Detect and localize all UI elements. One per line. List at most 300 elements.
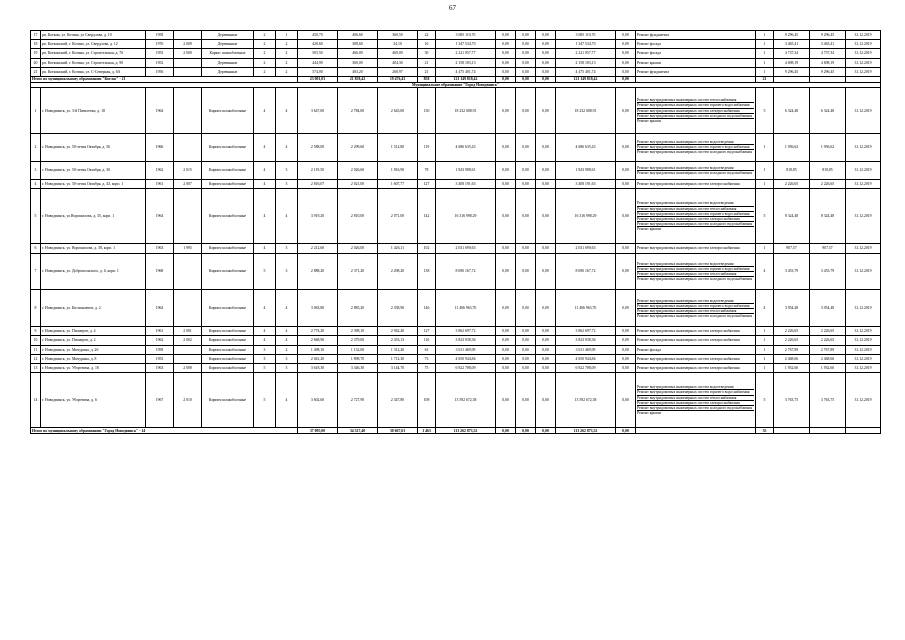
- cell-cost: 4 650 944,84: [436, 354, 496, 363]
- cell-a3: 1 607,77: [378, 180, 418, 189]
- cell-a1: 1 498,10: [298, 345, 338, 354]
- cell-y1: 1961: [146, 180, 174, 189]
- cell-a3: 2 298,20: [378, 253, 418, 290]
- cell-a2: 2 379,00: [338, 336, 378, 345]
- cell-z1: 0,00: [496, 327, 516, 336]
- cell-m: 3 465,41: [810, 40, 846, 49]
- cell-z2: 0,00: [516, 189, 536, 244]
- cell-m: 6 324,48: [810, 88, 846, 134]
- cell-d: 31.12.2019: [846, 290, 881, 327]
- cell-addr: г. Новодвинск, ул. Пионеров, д. 4: [41, 327, 146, 336]
- work-item: Ремонт внутридомовых инженерных систем холодного водоснабжения: [637, 113, 753, 118]
- cell-a1: 3 919,20: [298, 189, 338, 244]
- cell-z3: 0,00: [536, 327, 556, 336]
- cell-d: 31.12.2019: [846, 336, 881, 345]
- cell-n: 3: [31, 161, 41, 179]
- cell-mat: Кирпич шлакоблочные: [202, 180, 254, 189]
- cell-a2: 2 784,00: [338, 88, 378, 134]
- cell-q: 1: [756, 354, 774, 363]
- cell-z2: 0,00: [516, 58, 536, 67]
- cell-p: 102: [418, 244, 436, 253]
- cell-u: 907,57: [774, 244, 810, 253]
- cell-tot: 3 862 697,72: [556, 327, 616, 336]
- cell-addr: г. Новодвинск, ул. 50-летия Октября, д. 30: [41, 161, 146, 179]
- cell-y2: [174, 88, 202, 134]
- cell-n: 13: [31, 364, 41, 373]
- cell-m: 8 324,48: [810, 189, 846, 244]
- cell-mat: Кирпич шлакоблочные: [202, 290, 254, 327]
- table-row: [31, 373, 881, 428]
- cell-z2: 0,00: [516, 364, 536, 373]
- cell-mat: Кирпич шлакоблочные: [202, 161, 254, 179]
- work-item: Ремонт внутридомовых инженерных систем горячего водоснабжения: [637, 390, 754, 395]
- cell-cost: 3 408 191,63: [436, 180, 496, 189]
- cell-q: 4: [756, 253, 774, 290]
- cell-y2: 2 009: [174, 40, 202, 49]
- table-row: [31, 290, 881, 327]
- cell-empty: [810, 428, 846, 434]
- cell-n: 4: [31, 180, 41, 189]
- table-row: [31, 354, 881, 363]
- cell-a2: 2 398,10: [338, 327, 378, 336]
- cell-a1: 2 041,20: [298, 354, 338, 363]
- cell-a2: 466,00: [338, 49, 378, 58]
- work-item: Ремонт внутридомовых инженерных систем электроснабжения: [637, 246, 740, 251]
- cell-m: 1 932,60: [810, 364, 846, 373]
- cell-p: 142: [418, 189, 436, 244]
- cell-m: 1 956,62: [810, 134, 846, 162]
- cell-addr: рп. Коткинский, г. Котина, ул. Строительная, д. 76: [41, 49, 146, 58]
- cell-works: [636, 31, 756, 40]
- work-item: Ремонт внутридомовых инженерных систем холодного водоснабжения: [637, 405, 753, 410]
- cell-tot: 16 316 998,29: [556, 189, 616, 244]
- total-label: Итого по муниципальному образованию "Котлас" - 21: [31, 76, 298, 82]
- cell-en: 4: [276, 290, 298, 327]
- work-item: Ремонт внутридомовых инженерных систем теплоснабжения: [637, 272, 754, 277]
- cell-z1: 0,00: [496, 161, 516, 179]
- cell-z4: 0,00: [616, 373, 636, 428]
- cell-a1: 23 001,03: [298, 76, 338, 82]
- work-item: Ремонт внутридомовых инженерных систем электроснабжения: [637, 356, 740, 361]
- cell-z3: 0,00: [536, 161, 556, 179]
- cell-fl: 5: [254, 373, 276, 428]
- cell-m: 907,57: [810, 244, 846, 253]
- table-row: [31, 327, 881, 336]
- cell-z4: 0,00: [616, 364, 636, 373]
- work-item: Ремонт внутридомовых инженерных систем холодного водоснабжения: [637, 277, 753, 282]
- cell-y1: 1964: [146, 189, 174, 244]
- work-item: Ремонт фундамента: [637, 69, 670, 74]
- cell-mat: Кирпич шлакоблочные: [202, 336, 254, 345]
- cell-d: 31.12.2019: [846, 244, 881, 253]
- cell-mat: Кирпич шлакоблочные: [202, 354, 254, 363]
- cell-y2: [174, 345, 202, 354]
- cell-z3: 0,00: [536, 364, 556, 373]
- cell-y2: 2 000: [174, 49, 202, 58]
- cell-works: [636, 354, 756, 363]
- cell-y1: 1968: [146, 253, 174, 290]
- cell-z1: 0,00: [496, 40, 516, 49]
- cell-z2: 0,00: [516, 67, 536, 76]
- cell-q: 5: [756, 189, 774, 244]
- cell-mat: Кирпич шлакоблочные: [202, 244, 254, 253]
- cell-en: 3: [276, 253, 298, 290]
- cell-n: 17: [31, 31, 41, 40]
- cell-z2: 0,00: [516, 253, 536, 290]
- table-row: [31, 253, 881, 290]
- cell-a2: 2 810,00: [338, 189, 378, 244]
- work-item: Ремонт внутридомовых инженерных систем водоотведения: [637, 166, 754, 171]
- cell-z2: 0,00: [516, 345, 536, 354]
- cell-y2: [174, 290, 202, 327]
- cell-fl: 4: [254, 189, 276, 244]
- cell-a3: 2 942,40: [378, 327, 418, 336]
- cell-d: 31.12.2019: [846, 49, 881, 58]
- cell-works: [636, 49, 756, 58]
- cell-u: 3 954,48: [774, 290, 810, 327]
- cell-z4: 0,00: [616, 327, 636, 336]
- cell-z3: 0,00: [536, 76, 556, 82]
- cell-a2: 3 346,30: [338, 364, 378, 373]
- cell-z4: 0,00: [616, 180, 636, 189]
- cell-addr: рп. Коткинский, г. Котина, ул. Строительная, д. 90: [41, 58, 146, 67]
- cell-en: 3: [276, 244, 298, 253]
- cell-tot: 1 843 988,61: [556, 161, 616, 179]
- work-item: Ремонт внутридомовых инженерных систем электроснабжения: [637, 329, 740, 334]
- cell-a1: 2 212,60: [298, 244, 338, 253]
- cell-n: 1: [31, 88, 41, 134]
- cell-z4: 0,00: [616, 40, 636, 49]
- cell-m: 9 296,45: [810, 67, 846, 76]
- cell-y1: 1963: [146, 244, 174, 253]
- cell-y1: 1961: [146, 327, 174, 336]
- section-header: Муниципальное образование "Город Новодвинск": [31, 82, 881, 87]
- cell-n: 10: [31, 336, 41, 345]
- cell-cost: 121 149 818,42: [436, 76, 496, 82]
- work-item: Ремонт внутридомовых инженерных систем теплоснабжения: [637, 207, 754, 212]
- cell-a1: 3 618,30: [298, 364, 338, 373]
- cell-y2: [174, 189, 202, 244]
- cell-fl: 4: [254, 290, 276, 327]
- cell-n: 7: [31, 253, 41, 290]
- cell-z1: 0,00: [496, 364, 516, 373]
- cell-z4: 0,00: [616, 244, 636, 253]
- cell-y1: 1956: [146, 67, 174, 76]
- cell-z4: 0,00: [616, 134, 636, 162]
- total-row: [31, 428, 881, 434]
- cell-a2: 406,60: [338, 31, 378, 40]
- table-row: [31, 58, 881, 67]
- register-body: [31, 31, 881, 434]
- cell-z3: 0,00: [536, 253, 556, 290]
- cell-addr: г. Новодвинск, ул. Уборевича, д. 18: [41, 364, 146, 373]
- cell-tot: 3 685 110,70: [556, 31, 616, 40]
- cell-cost: 13 592 672,38: [436, 373, 496, 428]
- cell-q: 1: [756, 364, 774, 373]
- work-item: Ремонт крыши: [637, 227, 661, 232]
- cell-cost: 3 862 697,72: [436, 327, 496, 336]
- cell-u: 3 763,75: [774, 373, 810, 428]
- cell-p: 116: [418, 336, 436, 345]
- cell-en: 3: [276, 180, 298, 189]
- cell-a3: 404,30: [378, 58, 418, 67]
- cell-en: 3: [276, 354, 298, 363]
- cell-p: 146: [418, 290, 436, 327]
- cell-a2: 2 885,20: [338, 290, 378, 327]
- cell-en: 2: [276, 40, 298, 49]
- cell-addr: г. Новодвинск, ул. Ворошилова, д. 38, корп. 1: [41, 244, 146, 253]
- cell-addr: г. Новодвинск, ул. 3-й Пятилетки, д. 18: [41, 88, 146, 134]
- cell-a1: 2 816,07: [298, 180, 338, 189]
- cell-en: 2: [276, 58, 298, 67]
- cell-a1: 2 888,20: [298, 253, 338, 290]
- cell-fl: 4: [254, 336, 276, 345]
- work-item: Ремонт внутридомовых инженерных систем горячего водоснабжения: [637, 304, 754, 309]
- cell-en: 2: [276, 345, 298, 354]
- cell-addr: г. Новодвинск, ул. 50-летия Октября, д. 43, корп. 1: [41, 180, 146, 189]
- cell-a2: 2 021,00: [338, 180, 378, 189]
- cell-d: 31.12.2019: [846, 134, 881, 162]
- cell-a1: 37 095,00: [298, 428, 338, 434]
- cell-m: 3 763,75: [810, 373, 846, 428]
- cell-y1: 1962: [146, 336, 174, 345]
- cell-d: 31.12.2019: [846, 354, 881, 363]
- cell-n: 8: [31, 290, 41, 327]
- cell-y1: 1964: [146, 88, 174, 134]
- cell-u: 4 737,34: [774, 49, 810, 58]
- cell-a3: 34,10: [378, 40, 418, 49]
- cell-mat: Кирпич шлакоблочные: [202, 327, 254, 336]
- cell-a1: 505,50: [298, 49, 338, 58]
- cell-tot: 4 650 944,84: [556, 354, 616, 363]
- cell-p: 78: [418, 161, 436, 179]
- cell-addr: рп. Коткинский, г. Котина, ул. С-Северная, д. 6А: [41, 67, 146, 76]
- cell-z3: 0,00: [536, 336, 556, 345]
- cell-z2: 0,00: [516, 327, 536, 336]
- cell-fl: 2: [254, 49, 276, 58]
- cell-z4: 0,00: [616, 336, 636, 345]
- cell-tot: 113 262 873,52: [556, 428, 616, 434]
- cell-a3: 30 667,63: [378, 428, 418, 434]
- cell-z4: 0,00: [616, 345, 636, 354]
- table-row: [31, 49, 881, 58]
- cell-q: 4: [756, 290, 774, 327]
- cell-n: 6: [31, 244, 41, 253]
- cell-m: 9 296,45: [810, 31, 846, 40]
- cell-cost: 1 347 534,70: [436, 40, 496, 49]
- cell-z2: 0,00: [516, 373, 536, 428]
- cell-mat: Кирпич шлакоблочные: [202, 364, 254, 373]
- work-item: Ремонт внутридомовых инженерных систем водоотведения: [637, 262, 754, 267]
- cell-cost: 4 475 401,74: [436, 67, 496, 76]
- cell-u: 4 698,19: [774, 58, 810, 67]
- work-item: Ремонт крыши: [637, 118, 661, 123]
- cell-y2: 2 010: [174, 373, 202, 428]
- cell-z4: 0,00: [616, 428, 636, 434]
- work-item: Ремонт внутридомовых инженерных систем теплоснабжения: [637, 396, 754, 401]
- cell-a3: 1 816,90: [378, 161, 418, 179]
- cell-fl: 4: [254, 327, 276, 336]
- cell-z1: 0,00: [496, 49, 516, 58]
- cell-z1: 0,00: [496, 88, 516, 134]
- cell-q: 1: [756, 49, 774, 58]
- cell-mat: Кирпич шлакоблочные: [202, 88, 254, 134]
- cell-tot: 18 232 008,91: [556, 88, 616, 134]
- cell-p: 21: [418, 67, 436, 76]
- cell-y2: 2 002: [174, 336, 202, 345]
- cell-works: [636, 345, 756, 354]
- cell-z4: 0,00: [616, 88, 636, 134]
- cell-z1: 0,00: [496, 189, 516, 244]
- cell-works: [636, 290, 756, 327]
- cell-z3: 0,00: [536, 373, 556, 428]
- cell-a2: 483,20: [338, 67, 378, 76]
- cell-z3: 0,00: [536, 40, 556, 49]
- cell-a3: 1 312,40: [378, 345, 418, 354]
- work-item: Ремонт внутридомовых инженерных систем горячего водоснабжения: [637, 145, 754, 150]
- cell-a1: 450,70: [298, 31, 338, 40]
- work-item: Ремонт внутридомовых инженерных систем водоотведения: [637, 385, 754, 390]
- cell-p: 75: [418, 364, 436, 373]
- cell-a2: 2 026,60: [338, 161, 378, 179]
- work-item: Ремонт внутридомовых инженерных систем электроснабжения: [637, 182, 740, 187]
- cell-z1: 0,00: [496, 67, 516, 76]
- cell-y1: 1963: [146, 364, 174, 373]
- cell-cost: 3 823 038,36: [436, 336, 496, 345]
- cell-tot: 2 221 057,77: [556, 49, 616, 58]
- cell-p: 119: [418, 134, 436, 162]
- cell-n: 14: [31, 373, 41, 428]
- cell-z2: 0,00: [516, 134, 536, 162]
- cell-cost: 11 406 963,70: [436, 290, 496, 327]
- cell-tot: 2 158 183,13: [556, 58, 616, 67]
- cell-mat: Кирпич шлакоблочные: [202, 253, 254, 290]
- cell-works: [636, 364, 756, 373]
- cell-z2: 0,00: [516, 76, 536, 82]
- cell-fl: 3: [254, 345, 276, 354]
- cell-m: 2 226,65: [810, 336, 846, 345]
- work-item: Ремонт внутридомовых инженерных систем электроснабжения: [637, 217, 754, 222]
- cell-u: 6 324,48: [774, 88, 810, 134]
- cell-tot: 3 611 469,09: [556, 345, 616, 354]
- cell-u: 9 296,45: [774, 67, 810, 76]
- cell-en: 4: [276, 373, 298, 428]
- cell-n: 2: [31, 134, 41, 162]
- cell-a2: 34 527,40: [338, 428, 378, 434]
- cell-y2: [174, 58, 202, 67]
- work-item: Ремонт внутридомовых инженерных систем теплоснабжения: [637, 309, 754, 314]
- cell-tot: 11 406 963,70: [556, 290, 616, 327]
- cell-d: 31.12.2019: [846, 189, 881, 244]
- work-item: Ремонт внутридомовых инженерных систем электроснабжения: [637, 338, 740, 343]
- cell-z4: 0,00: [616, 161, 636, 179]
- cell-d: 31.12.2019: [846, 345, 881, 354]
- cell-a2: 2 727,90: [338, 373, 378, 428]
- cell-n: 12: [31, 354, 41, 363]
- cell-z3: 0,00: [536, 354, 556, 363]
- cell-p: 138: [418, 253, 436, 290]
- cell-tot: 121 149 818,42: [556, 76, 616, 82]
- cell-z1: 0,00: [496, 345, 516, 354]
- work-item: Ремонт внутридомовых инженерных систем электроснабжения: [637, 366, 740, 370]
- table-row: [31, 88, 881, 134]
- cell-a2: 21 858,42: [338, 76, 378, 82]
- work-item: Ремонт внутридомовых инженерных систем холодного водоснабжения: [637, 222, 753, 227]
- work-item: Ремонт внутридомовых инженерных систем холодного водоснабжения: [637, 314, 753, 319]
- cell-tot: 6 922 788,09: [556, 364, 616, 373]
- cell-cost: 2 221 057,77: [436, 49, 496, 58]
- cell-y2: [174, 354, 202, 363]
- cell-q: 1: [756, 67, 774, 76]
- cell-mat: Кирпич шлакоблочные: [202, 345, 254, 354]
- cell-y2: [174, 253, 202, 290]
- cell-addr: рп. Коткин, ул. Котина, ул Свердлова, д. 10: [41, 31, 146, 40]
- cell-d: 31.12.2019: [846, 58, 881, 67]
- cell-z1: 0,00: [496, 290, 516, 327]
- cell-y2: 2 007: [174, 180, 202, 189]
- cell-y1: 1958: [146, 31, 174, 40]
- cell-z4: 0,00: [616, 31, 636, 40]
- cell-z3: 0,00: [536, 134, 556, 162]
- cell-a3: 469,00: [378, 49, 418, 58]
- cell-addr: г. Новодвинск, ул. Мичурина, д. 8: [41, 354, 146, 363]
- cell-cost: 2 031 690,63: [436, 244, 496, 253]
- cell-q: 1: [756, 345, 774, 354]
- cell-a3: 1 512,80: [378, 134, 418, 162]
- cell-d: 31.12.2019: [846, 40, 881, 49]
- cell-a1: 3 602,60: [298, 373, 338, 428]
- cell-z1: 0,00: [496, 354, 516, 363]
- cell-en: 4: [276, 134, 298, 162]
- cell-z3: 0,00: [536, 49, 556, 58]
- cell-p: 858: [418, 76, 436, 82]
- cell-tot: 3 823 038,36: [556, 336, 616, 345]
- table-row: [31, 336, 881, 345]
- cell-z1: 0,00: [496, 373, 516, 428]
- cell-tot: 2 031 690,63: [556, 244, 616, 253]
- cell-z2: 0,00: [516, 428, 536, 434]
- work-item: Ремонт внутридомовых инженерных систем горячего водоснабжения: [637, 267, 754, 272]
- cell-fl: 4: [254, 161, 276, 179]
- cell-a2: 2 026,00: [338, 244, 378, 253]
- cell-cost: 113 262 873,52: [436, 428, 496, 434]
- cell-a2: 360,00: [338, 58, 378, 67]
- cell-tot: 4 686 635,43: [556, 134, 616, 162]
- cell-mat: Каркас шлакоблочные: [202, 49, 254, 58]
- cell-mat: Деревянные: [202, 58, 254, 67]
- cell-u: 2 226,65: [774, 336, 810, 345]
- cell-fl: 4: [254, 88, 276, 134]
- cell-q: 1: [756, 180, 774, 189]
- cell-z2: 0,00: [516, 40, 536, 49]
- cell-u: 1 956,62: [774, 134, 810, 162]
- cell-p: 21: [418, 58, 436, 67]
- cell-a2: 2 299,60: [338, 134, 378, 162]
- cell-works: [636, 58, 756, 67]
- cell-en: 1: [276, 31, 298, 40]
- cell-a1: 2 774,20: [298, 327, 338, 336]
- cell-z4: 0,00: [616, 58, 636, 67]
- cell-m: 3 453,79: [810, 253, 846, 290]
- cell-z3: 0,00: [536, 290, 556, 327]
- cell-cost: 6 922 788,09: [436, 364, 496, 373]
- cell-fl: 5: [254, 364, 276, 373]
- cell-mat: Кирпич шлакоблочные: [202, 134, 254, 162]
- cell-y2: [174, 31, 202, 40]
- cell-z3: 0,00: [536, 67, 556, 76]
- cell-d: 31.12.2019: [846, 253, 881, 290]
- cell-n: 11: [31, 345, 41, 354]
